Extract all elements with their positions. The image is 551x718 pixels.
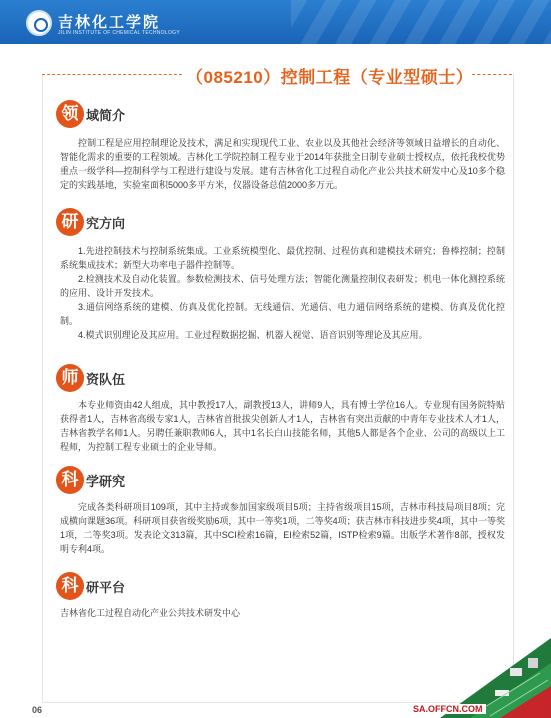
section-badge: 研	[56, 208, 84, 236]
section-badge: 领	[56, 100, 84, 128]
title-dashed-rule-left	[42, 74, 182, 75]
school-name-cn: 吉林化工学院	[58, 13, 161, 31]
section-paragraph: 吉林省化工过程自动化产业公共技术研发中心	[60, 608, 241, 618]
list-item: 2.检测技术及自动化装置。参数检测技术、信号处理方法；智能化测量控制仪表研发；机电一体化测控系统的应用、设计开发技术。	[60, 274, 505, 298]
section-paragraph: 控制工程是应用控制理论及技术，满足和实现现代工业、农业以及其他社会经济等领域日益增长的自动化、智能化需求的重要的工程领域。吉林化工学院控制工程专业于2014年获批全日制专业硕士授权点，依托我校优势重点一级学科—控制科学与工程进行建设与发展。建有吉林省化工过程自动化产业公共技术研发中心及10多个稳定的实践基地，实验室面积5000多平方米，仪器设备总值2000多万元。	[60, 138, 505, 190]
circuit-board-decoration	[440, 618, 551, 718]
section-paragraph: 本专业师资由42人组成，其中教授17人，副教授13人，讲师9人，具有博士学位16人。专业现有国务院特贴获得者1人，吉林省高级专家1人，吉林省首批拔尖创新人才1人，吉林省有突出贡献的中青年专业技术人才1人，吉林省教学名师1人。另聘任兼职教师6人，其中1名长白山技能名师，其他5人都是各个企业、公司的高级以上工程师，为控制工程专业硕士的企业导师。	[60, 400, 505, 452]
header-banner	[0, 0, 551, 44]
header-stripe-decoration	[291, 0, 551, 44]
section-label: 究方向	[86, 216, 126, 231]
section-badge: 师	[56, 364, 84, 392]
section-label: 资队伍	[86, 372, 126, 387]
list-item: 3.通信网络系统的建模、仿真及优化控制。无线通信、光通信、电力通信网络系统的建模、仿真及优化控制。	[60, 302, 505, 326]
title-dashed-rule-right	[472, 74, 512, 75]
research-directions-list	[60, 244, 505, 342]
list-item: 4.模式识别理论及其应用。工业过程数据挖掘、机器人视觉、语音识别等理论及其应用。	[78, 330, 428, 340]
section-label: 域简介	[86, 108, 126, 123]
list-item: 1.先进控制技术与控制系统集成。工业系统模型化、最优控制、过程仿真和建模技术研究；鲁棒控制；控制系统集成技术；新型大功率电子器件控制等。	[60, 246, 505, 270]
section-label: 学研究	[86, 474, 126, 489]
school-seal-icon	[26, 10, 52, 36]
section-badge: 科	[56, 572, 84, 600]
watermark-text: SA.OFFCN.COM	[410, 704, 486, 714]
section-paragraph: 完成各类科研项目109项，其中主持或参加国家级项目5项；主持省级项目15项，吉林市科技局项目8项；完成横向课题36项。科研项目获省级奖励6项，其中一等奖1项，二等奖4项；获吉林市科技进步奖4项，其中一等奖1项，二等奖3项。发表论文313篇，其中SCI检索16篇，EI检索52篇，ISTP检索9篇。出版学术著作8部，授权发明专利4项。	[60, 502, 505, 554]
section-label: 研平台	[86, 580, 126, 595]
page-title: （085210）控制工程（专业型硕士）	[186, 68, 474, 87]
school-name-en: JILIN INSTITUTE OF CHEMICAL TECHNOLOGY	[58, 30, 180, 36]
page-number: 06	[32, 705, 43, 715]
section-badge: 科	[56, 466, 84, 494]
